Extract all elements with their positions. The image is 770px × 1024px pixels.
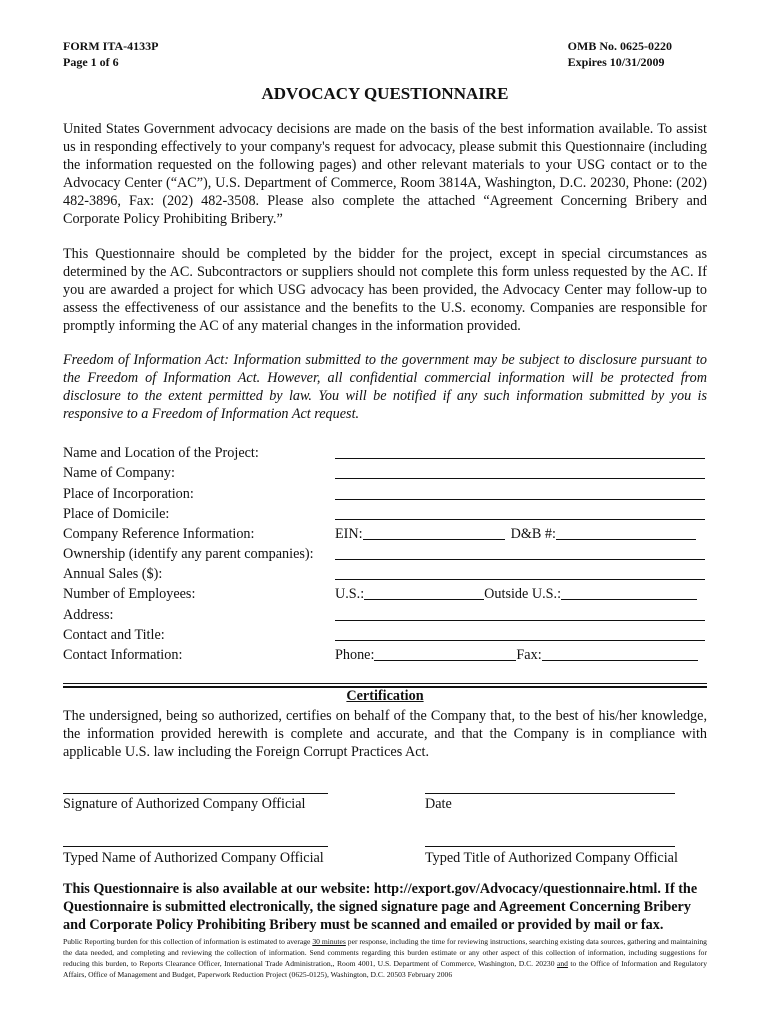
company-input-line[interactable] [335, 478, 705, 479]
intro-paragraph: United States Government advocacy decisions are made on the basis of the best information available. To assist us in responding effectively to your company's request for advocacy, please submit this Questionnaire (including the information requested on the following pages) and other relevant materials to your USG contact or to the Advocacy Center (“AC”), U.S. Department of Commerce, Room 3814A, Washington, D.C. 20230, Phone: (202) 482-3896, Fax: (202) 482-3508. Please also complete the attached “Agreement Concerning Bribery and Corporate Policy Prohibiting Bribery.” [63, 121, 707, 227]
fax-input-line[interactable] [542, 645, 698, 661]
us-employees-input-line[interactable] [364, 584, 484, 600]
field-label: Address: [63, 607, 114, 623]
ein-label: EIN: [335, 526, 363, 542]
page-info: Page 1 of 6 [63, 55, 119, 69]
reference-split [335, 524, 705, 544]
field-employees [63, 584, 707, 604]
form-id: FORM ITA-4133P [63, 39, 159, 53]
field-domicile [63, 504, 707, 524]
burden-and: and [556, 959, 568, 968]
fax-label: Fax: [516, 647, 542, 663]
date-label: Date [425, 796, 452, 812]
omb-number: OMB No. 0625-0220 [567, 39, 672, 53]
field-label: Place of Incorporation: [63, 486, 194, 502]
us-label: U.S.: [335, 586, 365, 602]
field-incorporation [63, 484, 707, 504]
phone-input-line[interactable] [374, 645, 516, 661]
burden-text-3: to the Office of Information and Regulatory Affairs, Office of Management and Budget, Paperwork Reduction Project (0625-0125), Washington, D.C. 20503 February 2006 [63, 959, 707, 979]
typed-name-label: Typed Name of Authorized Company Official [63, 850, 324, 866]
typed-title-line[interactable] [425, 846, 675, 847]
field-company [63, 463, 707, 483]
foia-paragraph: Freedom of Information Act: Information submitted to the government may be subject to disclosure pursuant to the Freedom of Information Act. However, all confidential commercial information will be protected from disclosure to the extent permitted by law. You will be notified if any such information submitted by you is responsive to a Freedom of Information Act request. [63, 352, 707, 422]
typed-name-line[interactable] [63, 846, 328, 847]
omb-block [568, 38, 672, 70]
page-title: ADVOCACY QUESTIONNAIRE [261, 84, 509, 103]
field-label: Ownership (identify any parent companies): [63, 546, 314, 562]
bidder-paragraph: This Questionnaire should be completed by the bidder for the project, except in special circumstances as determined by the AC. Subcontractors or suppliers should not complete this form unless requested by the AC. If you are awarded a project for which USG advocacy has been provided, the Advocacy Center may follow-up to assess the effectiveness of our assistance and the benefits to the U.S. economy. Companies are responsible for promptly informing the AC of any material changes in the information provided. [63, 246, 707, 334]
ownership-input-line[interactable] [335, 559, 705, 560]
burden-text-1: Public Reporting burden for this collection of information is estimated to average [63, 937, 313, 946]
outside-us-employees-input-line[interactable] [561, 584, 697, 600]
typed-title-label: Typed Title of Authorized Company Official [425, 850, 678, 866]
dnb-label: D&B #: [510, 526, 556, 542]
form-id-block [63, 38, 158, 70]
outside-us-label: Outside U.S.: [484, 586, 562, 602]
burden-statement [63, 936, 707, 980]
field-reference [63, 524, 707, 544]
date-line[interactable] [425, 793, 675, 794]
field-label: Contact Information: [63, 647, 183, 663]
domicile-input-line[interactable] [335, 519, 705, 520]
field-contact-title [63, 625, 707, 645]
field-label: Name of Company: [63, 465, 175, 481]
field-label: Place of Domicile: [63, 506, 170, 522]
contact-title-input-line[interactable] [335, 640, 705, 641]
field-project [63, 443, 707, 463]
field-sales [63, 564, 707, 584]
certification-text: The undersigned, being so authorized, certifies on behalf of the Company that, to the best of his/her knowledge, the information provided herewith is complete and accurate, and that the Company is in compliance with applicable U.S. law including the Foreign Corrupt Practices Act. [63, 708, 707, 760]
field-label: Contact and Title: [63, 627, 165, 643]
burden-text-2: per response, including the time for reviewing instructions, searching existing data sources, gathering and maintaining the data needed, and completing and reviewing the collection of information. Send comments regarding this burden estimate or any other aspect of this collection of information, including suggestions for reducing this burden, to Reports Clearance Officer, International Trade Administration,, Room 4001, U.S. Department of Commerce, Washington, D.C. 20230 [63, 937, 707, 968]
ein-input-line[interactable] [363, 524, 505, 540]
expiration-date: Expires 10/31/2009 [567, 55, 665, 69]
field-label: Annual Sales ($): [63, 566, 163, 582]
field-label: Company Reference Information: [63, 526, 255, 542]
signature-label: Signature of Authorized Company Official [63, 796, 306, 812]
burden-minutes: 30 minutes [312, 937, 346, 946]
certification-heading: Certification [346, 688, 424, 704]
field-address [63, 605, 707, 625]
project-input-line[interactable] [335, 458, 705, 459]
section-divider [63, 683, 707, 684]
field-contact-info [63, 645, 707, 665]
field-label: Number of Employees: [63, 586, 196, 602]
sales-input-line[interactable] [335, 579, 705, 580]
field-ownership [63, 544, 707, 564]
contact-info-split [335, 645, 705, 665]
phone-label: Phone: [335, 647, 375, 663]
dnb-input-line[interactable] [556, 524, 696, 540]
signature-line[interactable] [63, 793, 328, 794]
address-input-line[interactable] [335, 620, 705, 621]
employees-split [335, 584, 705, 604]
website-notice: This Questionnaire is also available at our website: http://export.gov/Advocacy/questionnaire.html. If the Questionnaire is submitted electronically, the signed signature page and Agreement Concerning Bribery and Corporate Policy Prohibiting Bribery must be scanned and emailed or provided by mail or fax. [63, 881, 698, 933]
field-label: Name and Location of the Project: [63, 445, 259, 461]
incorporation-input-line[interactable] [335, 499, 705, 500]
